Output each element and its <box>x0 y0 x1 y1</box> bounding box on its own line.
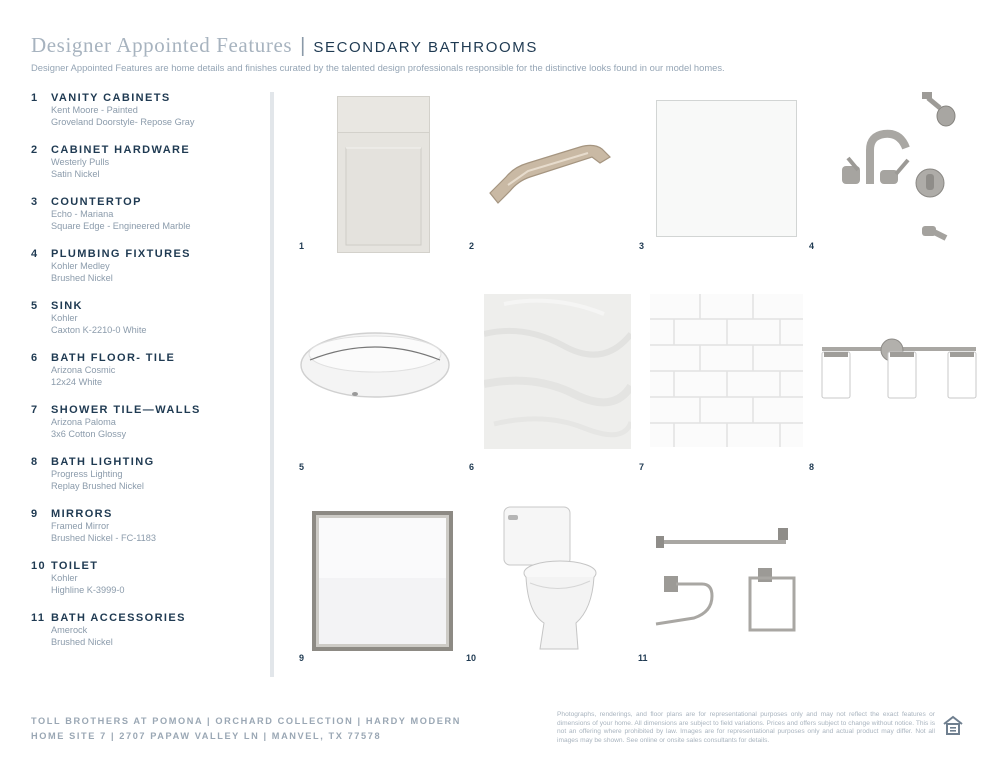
feature-heading <box>31 560 266 572</box>
feature-number: 8 <box>31 456 39 468</box>
feature-detail: Arizona Paloma <box>51 417 116 427</box>
undermount-sink-image <box>298 330 452 404</box>
feature-heading <box>31 300 266 312</box>
tile-number: 2 <box>469 241 475 251</box>
tile-number: 4 <box>809 241 815 251</box>
plumbing-fixtures-image <box>840 88 960 248</box>
floor-tile-swatch-image <box>484 294 631 449</box>
feature-item-bath-lighting <box>31 456 266 508</box>
feature-item-cabinet-hardware <box>31 144 266 196</box>
feature-heading <box>31 144 266 156</box>
feature-name: VANITY CABINETS <box>51 92 171 104</box>
feature-item-mirrors <box>31 508 266 560</box>
feature-heading <box>31 404 266 416</box>
feature-item-plumbing-fixtures <box>31 248 266 300</box>
feature-number: 10 <box>31 560 47 572</box>
feature-name: BATH LIGHTING <box>51 456 155 468</box>
vanity-light-fixture-image <box>820 338 978 400</box>
feature-item-bath-accessories <box>31 612 266 664</box>
title-separator: | <box>300 35 306 57</box>
feature-heading <box>31 508 266 520</box>
feature-detail: Westerly Pulls <box>51 157 110 167</box>
toilet-image <box>500 503 598 653</box>
feature-heading <box>31 352 266 364</box>
feature-item-toilet <box>31 560 266 612</box>
feature-number: 4 <box>31 248 39 260</box>
feature-heading <box>31 92 266 104</box>
feature-name: BATH FLOOR- TILE <box>51 352 176 364</box>
feature-heading <box>31 456 266 468</box>
legal-disclaimer: Photographs, renderings, and floor plans are for representational purposes only and may not reflect the exact features or dimensions of your home. All dimensions are subject to field variations. Prices and offers subject to change without notice. This is not an offering where prohibited by law. Images are for representational purposes only and actual product may differ. Not all images may be shown. See online or onsite sales consultants for details. <box>557 711 935 744</box>
feature-list <box>31 92 266 664</box>
feature-detail: Groveland Doorstyle- Repose Gray <box>51 117 195 127</box>
page-subtitle: Designer Appointed Features are home details and finishes curated by the talented design professionals responsible for the distinctive looks found in our model homes. <box>31 62 725 73</box>
cabinet-pull-image <box>484 133 616 207</box>
tile-number: 7 <box>639 462 645 472</box>
feature-number: 11 <box>31 612 46 624</box>
feature-detail: Kent Moore - Painted <box>51 105 138 115</box>
feature-heading <box>31 612 266 624</box>
tile-number: 8 <box>809 462 815 472</box>
feature-detail: 12x24 White <box>51 377 103 387</box>
feature-name: SINK <box>51 300 83 312</box>
feature-detail: Kohler <box>51 313 78 323</box>
feature-name: TOILET <box>51 560 99 572</box>
feature-detail: Highline K-3999-0 <box>51 585 125 595</box>
feature-item-bath-floor-tile <box>31 352 266 404</box>
tile-number: 11 <box>638 653 648 663</box>
feature-detail: Kohler <box>51 573 78 583</box>
feature-detail: Caxton K-2210-0 White <box>51 325 147 335</box>
tile-number: 6 <box>469 462 475 472</box>
feature-detail: Brushed Nickel <box>51 273 113 283</box>
equal-housing-opportunity-icon <box>942 714 964 736</box>
feature-number: 9 <box>31 508 39 520</box>
framed-mirror-image <box>311 510 454 652</box>
page-title: Designer Appointed Features <box>31 33 293 57</box>
tile-number: 5 <box>299 462 305 472</box>
feature-name: COUNTERTOP <box>51 196 142 208</box>
feature-number: 7 <box>31 404 39 416</box>
feature-detail: Kohler Medley <box>51 261 110 271</box>
feature-heading <box>31 196 266 208</box>
tile-number: 10 <box>466 653 477 663</box>
feature-heading <box>31 248 266 260</box>
vanity-cabinet-door-image <box>337 96 430 253</box>
feature-detail: Progress Lighting <box>51 469 123 479</box>
feature-name: SHOWER TILE—WALLS <box>51 404 201 416</box>
feature-name: MIRRORS <box>51 508 113 520</box>
feature-name: CABINET HARDWARE <box>51 144 191 156</box>
feature-detail: Brushed Nickel - FC-1183 <box>51 533 157 543</box>
feature-name: BATH ACCESSORIES <box>51 612 186 624</box>
feature-detail: Satin Nickel <box>51 169 100 179</box>
feature-item-vanity-cabinets <box>31 92 266 144</box>
tile-number: 3 <box>639 241 645 251</box>
feature-detail: Square Edge - Engineered Marble <box>51 221 191 231</box>
feature-number: 1 <box>31 92 39 104</box>
column-divider <box>270 92 274 677</box>
feature-number: 3 <box>31 196 39 208</box>
community-line: TOLL BROTHERS AT POMONA | ORCHARD COLLECTION | HARDY MODERN <box>31 716 461 726</box>
feature-name: PLUMBING FIXTURES <box>51 248 191 260</box>
bath-accessories-image <box>650 524 800 636</box>
page-header <box>31 33 538 58</box>
feature-number: 6 <box>31 352 39 364</box>
address-line: HOME SITE 7 | 2707 PAPAW VALLEY LN | MANVEL, TX 77578 <box>31 731 382 741</box>
community-info <box>31 714 461 744</box>
feature-item-sink <box>31 300 266 352</box>
countertop-swatch-image <box>656 100 797 237</box>
section-title: SECONDARY BATHROOMS <box>313 39 538 56</box>
feature-detail: Brushed Nickel <box>51 637 113 647</box>
feature-detail: Arizona Cosmic <box>51 365 116 375</box>
tile-number: 1 <box>299 241 305 251</box>
feature-item-countertop <box>31 196 266 248</box>
feature-detail: Replay Brushed Nickel <box>51 481 144 491</box>
feature-item-shower-tile-walls <box>31 404 266 456</box>
feature-detail: 3x6 Cotton Glossy <box>51 429 127 439</box>
feature-detail: Amerock <box>51 625 88 635</box>
feature-detail: Framed Mirror <box>51 521 110 531</box>
feature-number: 2 <box>31 144 39 156</box>
subway-tile-swatch-image <box>650 294 803 447</box>
feature-number: 5 <box>31 300 39 312</box>
feature-detail: Echo - Mariana <box>51 209 114 219</box>
tile-number: 9 <box>299 653 305 663</box>
